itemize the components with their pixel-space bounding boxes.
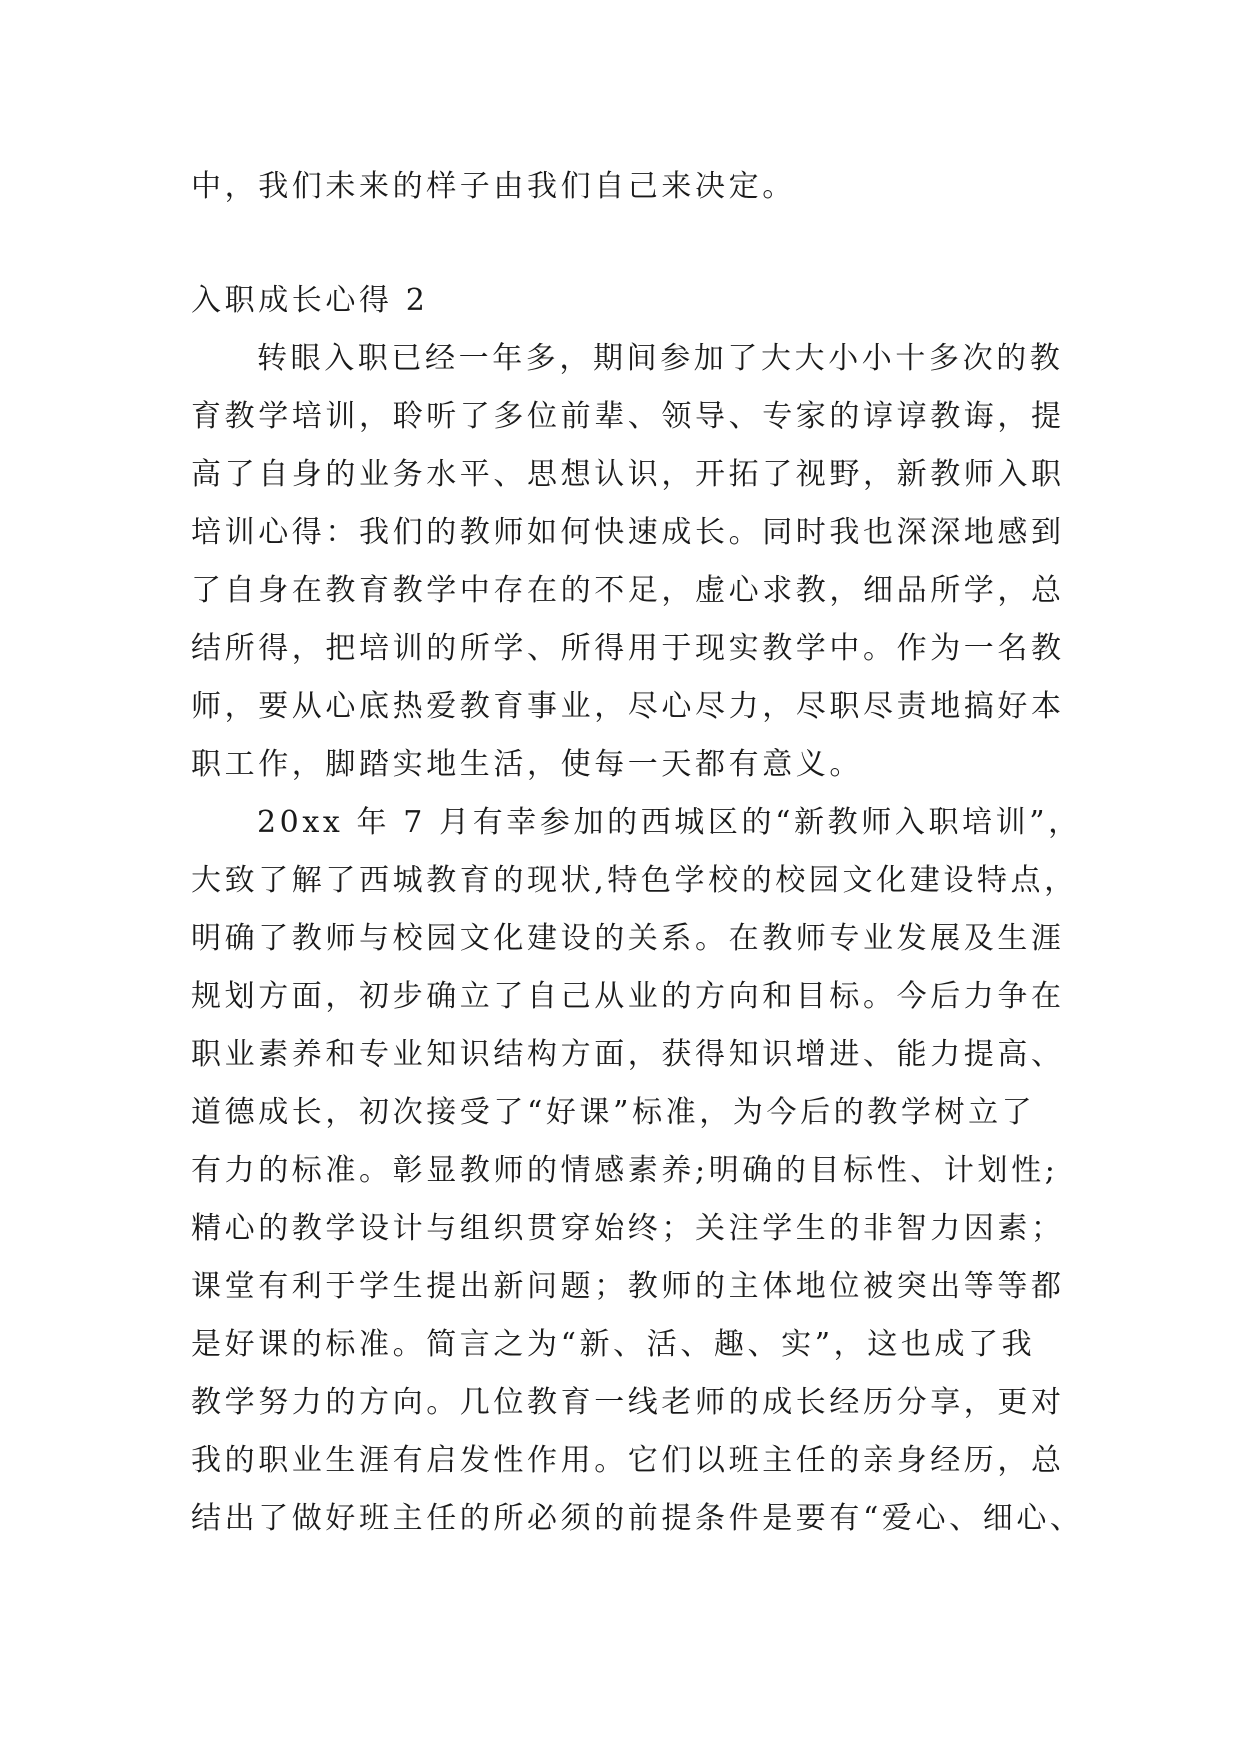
- continued-paragraph: [191, 158, 1051, 216]
- paragraph-line: 规划方面，初步确立了自己从业的方向和目标。今后力争在: [191, 979, 1065, 1014]
- paragraph-line: 培训心得：我们的教师如何快速成长。同时我也深深地感到: [191, 515, 1065, 550]
- paragraph-line: 我的职业生涯有启发性作用。它们以班主任的亲身经历，总: [191, 1443, 1065, 1478]
- section-title: 入职成长心得 2: [191, 283, 429, 318]
- paragraph-line: 道德成长，初次接受了“好课”标准，为今后的教学树立了: [191, 1095, 1036, 1130]
- paragraph-line: 大致了解了西城教育的现状,特色学校的校园文化建设特点，: [191, 863, 1078, 898]
- paragraph-1: [191, 330, 1065, 794]
- section-heading: [191, 272, 1051, 330]
- paragraph-2: [191, 794, 1084, 1548]
- paragraph-line: 转眼入职已经一年多，期间参加了大大小小十多次的教: [257, 341, 1064, 376]
- paragraph-line: 高了自身的业务水平、思想认识，开拓了视野，新教师入职: [191, 457, 1065, 492]
- paragraph-line: 职工作，脚踏实地生活，使每一天都有意义。: [191, 747, 863, 782]
- paragraph-line: 有力的标准。彰显教师的情感素养;明确的目标性、计划性;: [191, 1153, 1059, 1188]
- paragraph-line: 结出了做好班主任的所必须的前提条件是要有“爱心、细心、: [191, 1501, 1084, 1536]
- paragraph-line: 师，要从心底热爱教育事业，尽心尽力，尽职尽责地搞好本: [191, 689, 1065, 724]
- paragraph-line: 是好课的标准。简言之为“新、活、趣、实”，这也成了我: [191, 1327, 1036, 1362]
- paragraph-line: 职业素养和专业知识结构方面，获得知识增进、能力提高、: [191, 1037, 1065, 1072]
- paragraph-line: 育教学培训，聆听了多位前辈、领导、专家的谆谆教诲，提: [191, 399, 1065, 434]
- paragraph-line: 了自身在教育教学中存在的不足，虚心求教，细品所学，总: [191, 573, 1065, 608]
- paragraph-line: 结所得，把培训的所学、所得用于现实教学中。作为一名教: [191, 631, 1065, 666]
- paragraph-fragment: 中，我们未来的样子由我们自己来决定。: [191, 169, 796, 204]
- section-body: [191, 330, 1084, 1548]
- paragraph-line: 20xx 年 7 月有幸参加的西城区的“新教师入职培训”，: [257, 805, 1082, 840]
- paragraph-line: 课堂有利于学生提出新问题；教师的主体地位被突出等等都: [191, 1269, 1065, 1304]
- paragraph-line: 明确了教师与校园文化建设的关系。在教师专业发展及生涯: [191, 921, 1065, 956]
- paragraph-line: 精心的教学设计与组织贯穿始终；关注学生的非智力因素；: [191, 1211, 1065, 1246]
- paragraph-line: 教学努力的方向。几位教育一线老师的成长经历分享，更对: [191, 1385, 1065, 1420]
